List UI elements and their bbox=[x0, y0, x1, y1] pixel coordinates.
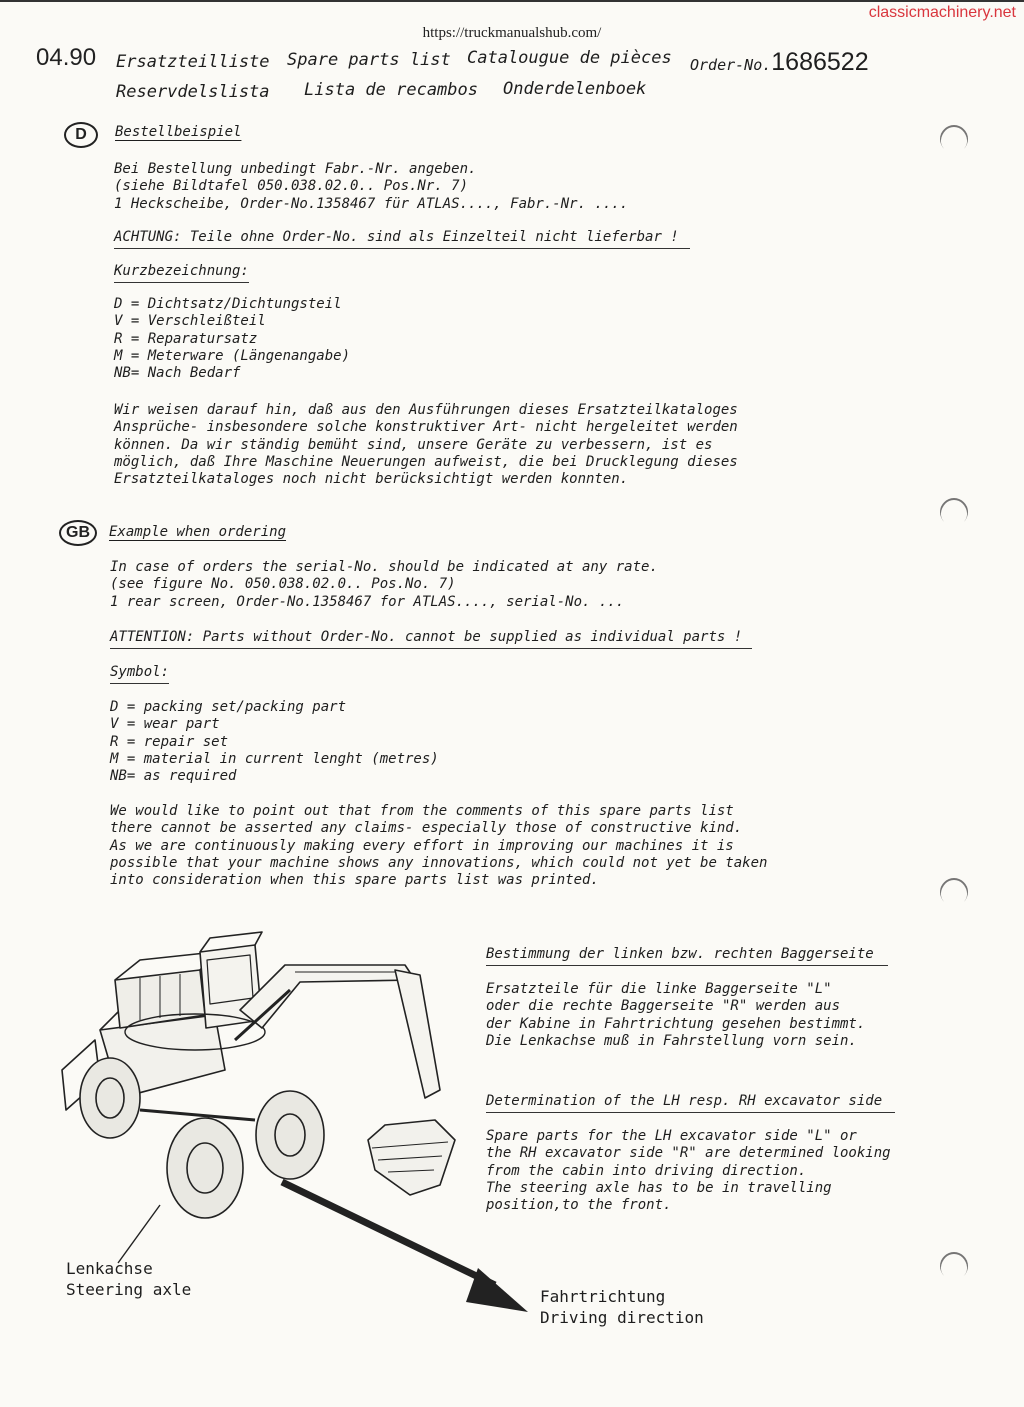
side-line: oder die rechte Baggerseite "R" werden aus bbox=[486, 998, 841, 1015]
symbol-item: NB= Nach Bedarf bbox=[114, 365, 241, 382]
notice-line: possible that your machine shows any innovations, which could not yet be taken bbox=[110, 854, 768, 871]
notice-line: As we are continuously making every effort in improving our machines it is bbox=[110, 837, 734, 854]
order-number bbox=[690, 48, 869, 77]
symbol-list-de bbox=[114, 296, 350, 382]
example-block-de bbox=[114, 161, 628, 213]
attention-de: ACHTUNG: Teile ohne Order-No. sind als Einzelteil nicht lieferbar ! bbox=[114, 229, 690, 249]
watermark: classicmachinery.net bbox=[868, 4, 1016, 21]
heading-gb: Example when ordering bbox=[109, 524, 287, 540]
example-line: 1 rear screen, Order-No.1358467 for ATLAS...., serial-No. ... bbox=[110, 593, 625, 610]
heading-de: Bestellbeispiel bbox=[115, 124, 242, 140]
direction-arrow-shaft bbox=[282, 1182, 495, 1285]
notice-line: Wir weisen darauf hin, daß aus den Ausführungen dieses Ersatzteilkataloges bbox=[114, 402, 738, 418]
date-code: 04.90 bbox=[36, 44, 97, 71]
symbol-item: D = Dichtsatz/Dichtungsteil bbox=[114, 296, 342, 312]
symbol-heading-de: Kurzbezeichnung: bbox=[114, 263, 249, 283]
side-line: the RH excavator side "R" are determined looking bbox=[486, 1145, 891, 1162]
order-number-value: 1686522 bbox=[771, 48, 869, 76]
notice-line: Ansprüche- insbesondere solche konstruktiver Art- nicht hergeleitet werden bbox=[114, 419, 738, 436]
title-nl: Onderdelenboek bbox=[503, 79, 647, 99]
order-label: Order-No. bbox=[690, 56, 772, 74]
steering-label-en: Steering axle bbox=[66, 1280, 192, 1299]
notice-de bbox=[114, 402, 738, 488]
notice-line: into consideration when this spare parts list was printed. bbox=[110, 872, 599, 889]
symbol-item: V = wear part bbox=[110, 716, 220, 733]
example-line: (see figure No. 050.038.02.0.. Pos.No. 7) bbox=[110, 576, 456, 593]
direction-label-de: Fahrtrichtung bbox=[540, 1287, 666, 1306]
symbol-item: M = material in current lenght (metres) bbox=[110, 750, 439, 767]
leader-line bbox=[118, 1205, 160, 1263]
front-wheel-left bbox=[80, 1058, 140, 1138]
notice-line: können. Da wir ständig bemüht sind, unsere Geräte zu verbessern, ist es bbox=[114, 436, 713, 453]
symbol-item: R = Reparatursatz bbox=[114, 330, 258, 347]
notice-line: there cannot be asserted any claims- especially those of constructive kind. bbox=[110, 820, 743, 837]
example-line: 1 Heckscheibe, Order-No.1358467 für ATLAS...., Fabr.-Nr. .... bbox=[114, 195, 629, 212]
title-sv: Reservdelslista bbox=[116, 82, 270, 102]
example-line: (siehe Bildtafel 050.038.02.0.. Pos.Nr. 7) bbox=[114, 178, 469, 195]
driving-direction-label bbox=[540, 1286, 704, 1328]
side-line: der Kabine in Fahrtrichtung gesehen bestimmt. bbox=[486, 1015, 866, 1032]
title-en: Spare parts list bbox=[287, 50, 451, 70]
direction-label-en: Driving direction bbox=[540, 1308, 704, 1327]
symbol-item: R = repair set bbox=[110, 733, 229, 750]
arm bbox=[395, 970, 440, 1098]
notice-line: We would like to point out that from the comments of this spare parts list bbox=[110, 803, 734, 819]
badge-de: D bbox=[64, 122, 98, 148]
title-es: Lista de recambos bbox=[304, 80, 478, 100]
punch-hole-mark bbox=[934, 1246, 974, 1286]
symbol-item: NB= as required bbox=[110, 768, 237, 785]
title-fr: Catalougue de pièces bbox=[467, 48, 672, 68]
symbol-list-gb bbox=[110, 699, 439, 785]
notice-line: möglich, daß Ihre Maschine Neuerungen aufweist, die bei Drucklegung dieses bbox=[114, 453, 738, 470]
symbol-item: D = packing set/packing part bbox=[110, 699, 347, 715]
symbol-item: V = Verschleißteil bbox=[114, 313, 266, 330]
source-url: https://truckmanualshub.com/ bbox=[422, 25, 602, 41]
top-border bbox=[0, 0, 1024, 2]
side-line: position,to the front. bbox=[486, 1197, 672, 1214]
symbol-item: M = Meterware (Längenangabe) bbox=[114, 347, 351, 364]
example-line: In case of orders the serial-No. should be indicated at any rate. bbox=[110, 559, 658, 575]
title-de: Ersatzteilliste bbox=[116, 52, 270, 72]
example-line: Bei Bestellung unbedingt Fabr.-Nr. angeben. bbox=[114, 161, 477, 177]
punch-hole-mark bbox=[934, 872, 974, 912]
badge-gb: GB bbox=[59, 520, 97, 546]
notice-line: Ersatzteilkataloges noch nicht berücksichtigt werden konnten. bbox=[114, 471, 629, 488]
steering-label-de: Lenkachse bbox=[66, 1259, 153, 1278]
example-block-gb bbox=[110, 559, 658, 611]
front-wheel-right bbox=[167, 1118, 243, 1218]
side-heading-en: Determination of the LH resp. RH excavator side bbox=[486, 1093, 895, 1113]
attention-gb: ATTENTION: Parts without Order-No. cannot be supplied as individual parts ! bbox=[110, 629, 752, 649]
notice-gb bbox=[110, 803, 767, 889]
steering-axle-label bbox=[66, 1258, 191, 1300]
side-line: Spare parts for the LH excavator side "L" or bbox=[486, 1128, 857, 1144]
side-line: from the cabin into driving direction. bbox=[486, 1162, 807, 1179]
symbol-heading-gb: Symbol: bbox=[110, 664, 169, 684]
punch-hole-mark bbox=[934, 119, 974, 159]
boom bbox=[240, 965, 415, 1028]
side-line: Ersatzteile für die linke Baggerseite "L" bbox=[486, 981, 832, 997]
side-line: Die Lenkachse muß in Fahrstellung vorn sein. bbox=[486, 1032, 857, 1049]
side-line: The steering axle has to be in travelling bbox=[486, 1179, 832, 1196]
punch-hole-mark bbox=[934, 492, 974, 532]
side-heading-de: Bestimmung der linken bzw. rechten Baggerseite bbox=[486, 946, 888, 966]
rear-wheel bbox=[256, 1091, 324, 1179]
